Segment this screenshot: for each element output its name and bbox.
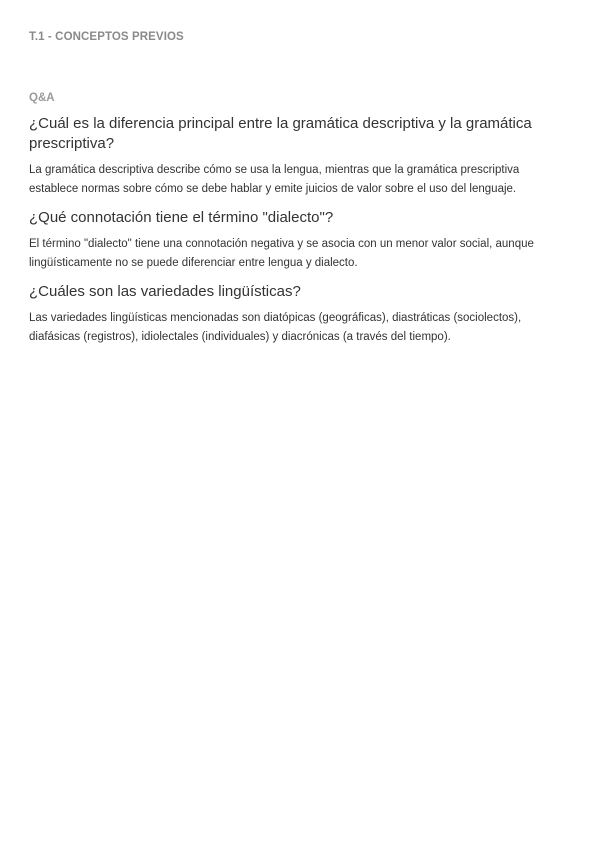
question-heading: ¿Cuáles son las variedades lingüísticas? [29,283,301,300]
qa-item [29,282,571,346]
question-heading: ¿Qué connotación tiene el término "dialecto"? [29,209,334,226]
section-label: Q&A [29,92,55,104]
question-heading: ¿Cuál es la diferencia principal entre la gramática descriptiva y la gramática prescriptiva? [29,115,532,152]
document-header-title: T.1 - CONCEPTOS PREVIOS [29,31,184,43]
answer-text: La gramática descriptiva describe cómo se usa la lengua, mientras que la gramática prescriptiva establece normas sobre cómo se debe hablar y emite juicios de valor sobre el uso del lenguaje. [29,164,520,195]
qa-list [29,114,571,346]
answer-text: Las variedades lingüísticas mencionadas son diatópicas (geográficas), diastráticas (sociolectos), diafásicas (registros), idiolectales (individuales) y diacrónicas (a través del tiempo). [29,312,522,343]
qa-item [29,208,571,272]
answer-text: El término "dialecto" tiene una connotación negativa y se asocia con un menor valor social, aunque lingüísticamente no se puede diferenciar entre lengua y dialecto. [29,238,534,269]
qa-item [29,114,571,198]
